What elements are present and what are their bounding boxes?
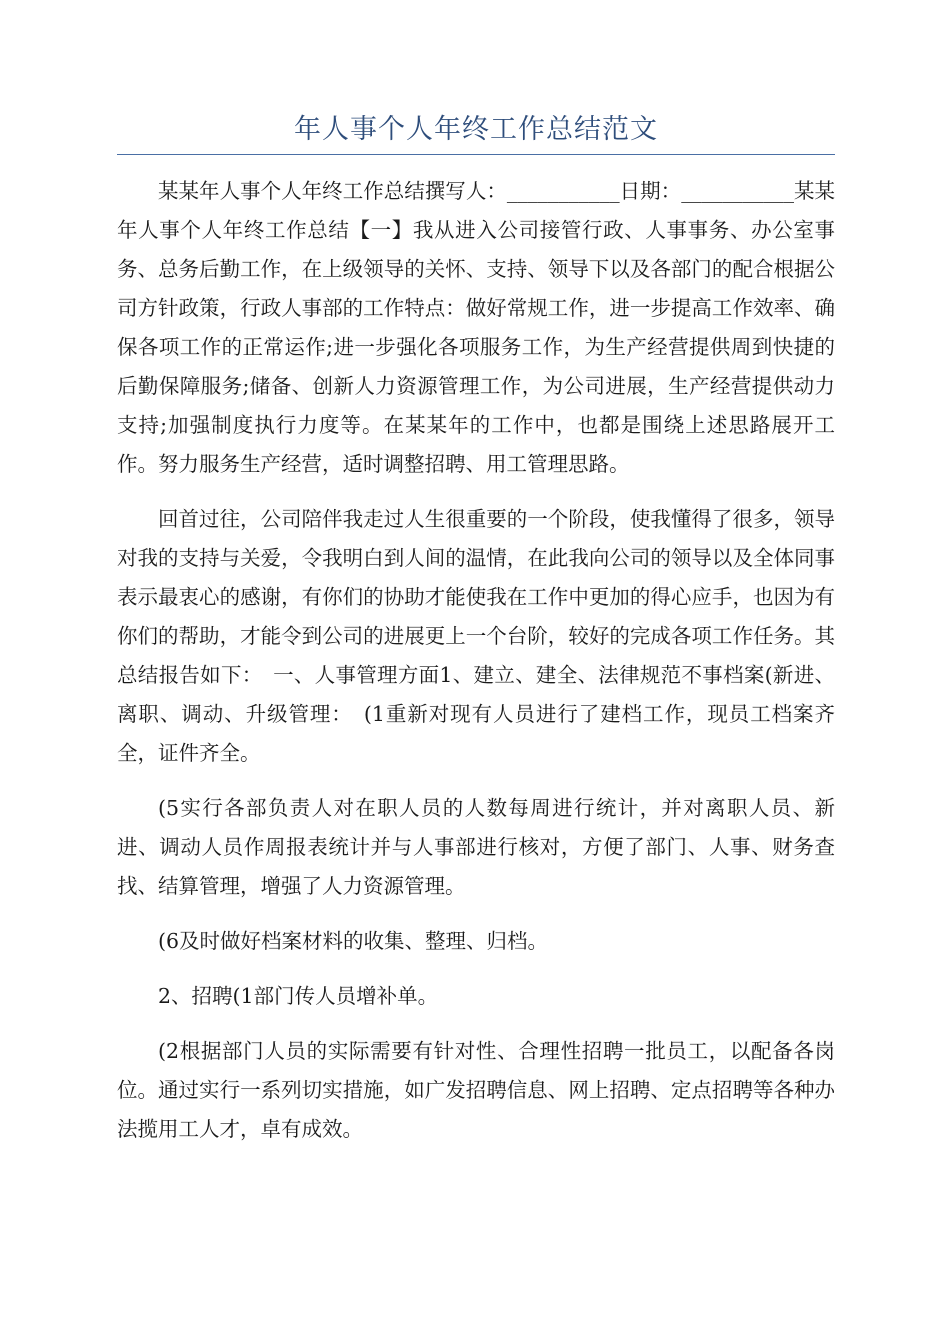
paragraph-recruitment: 2、招聘(1部门传人员增补单。 <box>158 984 439 1008</box>
document-title: 年人事个人年终工作总结范文 <box>294 114 658 145</box>
paragraph-recruitment-detail: (2根据部门人员的实际需要有针对性、合理性招聘一批员工，以配备各岗位。通过实行一系列切实措施，如广发招聘信息、网上招聘、定点招聘等各种办法揽用工人才，卓有成效。 <box>117 1039 835 1141</box>
paragraph-archives: (6及时做好档案材料的收集、整理、归档。 <box>158 929 549 953</box>
paragraph-intro: 某某年人事个人年终工作总结撰写人：___________日期：___________某某年人事个人年终工作总结【一】我从进入公司接管行政、人事事务、办公室事务、总务后勤工作，在上级领导的关怀、支持、领导下以及各部门的配合根据公司方针政策，行政人事部的工作特点：做好常规工作，进一步提高工作效率、确保各项工作的正常运作;进一步强化各项服务工作，为生产经营提供周到快捷的后勤保障服务;储备、创新人力资源管理工作，为公司进展，生产经营提供动力支持;加强制度执行力度等。在某某年的工作中，也都是围绕上述思路展开工作。努力服务生产经营，适时调整招聘、用工管理思路。 <box>117 179 835 476</box>
paragraph-statistics: (5实行各部负责人对在职人员的人数每周进行统计，并对离职人员、新进、调动人员作周报表统计并与人事部进行核对，方便了部门、人事、财务查找、结算管理，增强了人力资源管理。 <box>117 796 835 898</box>
document-body <box>117 172 835 1149</box>
paragraph-review: 回首过往，公司陪伴我走过人生很重要的一个阶段，使我懂得了很多，领导对我的支持与关爱，令我明白到人间的温情，在此我向公司的领导以及全体同事表示最衷心的感谢，有你们的协助才能使我在工作中更加的得心应手，也因为有你们的帮助，才能令到公司的进展更上一个台阶，较好的完成各项工作任务。其总结报告如下： 一、人事管理方面1、建立、建全、法律规范不事档案(新进、离职、调动、升级管理： (1重新对现有人员进行了建档工作，现员工档案齐全，证件齐全。 <box>117 507 835 765</box>
title-underline <box>117 154 835 155</box>
